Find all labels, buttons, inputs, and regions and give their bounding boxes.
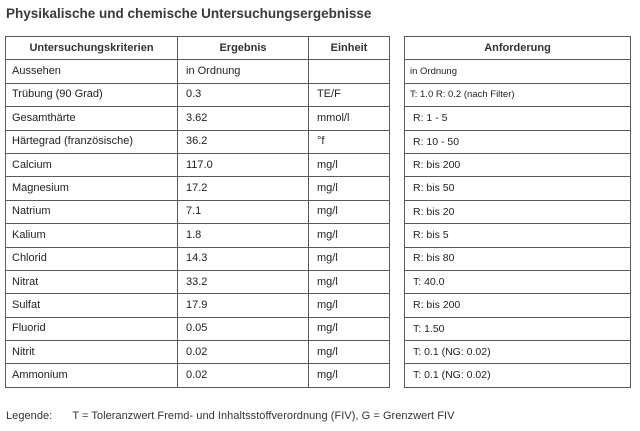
kriterium-cell: Kalium xyxy=(6,224,178,247)
ergebnis-cell: 117.0 xyxy=(178,153,309,176)
table-row xyxy=(6,224,390,247)
table-row xyxy=(6,247,390,270)
results-header-row xyxy=(6,37,390,60)
ergebnis-cell: 36.2 xyxy=(178,130,309,153)
table-row xyxy=(6,294,390,317)
table-row xyxy=(405,107,631,130)
kriterium-cell: Fluorid xyxy=(6,317,178,340)
legend xyxy=(6,410,455,422)
anforderung-cell: R: bis 200 xyxy=(405,294,631,317)
ergebnis-cell: 17.2 xyxy=(178,177,309,200)
kriterium-cell: Trübung (90 Grad) xyxy=(6,83,178,106)
table-row xyxy=(405,270,631,293)
kriterium-cell: Magnesium xyxy=(6,177,178,200)
anforderung-cell: R: 10 - 50 xyxy=(405,130,631,153)
anforderung-cell: R: bis 50 xyxy=(405,177,631,200)
einheit-cell: mg/l xyxy=(309,177,390,200)
einheit-cell: mg/l xyxy=(309,270,390,293)
table-row xyxy=(6,270,390,293)
table-row xyxy=(405,364,631,387)
einheit-cell: mg/l xyxy=(309,317,390,340)
kriterium-cell: Calcium xyxy=(6,153,178,176)
table-row xyxy=(405,60,631,83)
einheit-cell: °f xyxy=(309,130,390,153)
kriterium-cell: Nitrit xyxy=(6,341,178,364)
table-row xyxy=(6,107,390,130)
anforderung-cell: R: bis 80 xyxy=(405,247,631,270)
kriterium-cell: Ammonium xyxy=(6,364,178,387)
results-table xyxy=(5,36,390,388)
anforderung-cell: R: bis 20 xyxy=(405,200,631,223)
einheit-cell: mg/l xyxy=(309,294,390,317)
einheit-cell: mg/l xyxy=(309,364,390,387)
page-title: Physikalische und chemische Untersuchungsergebnisse xyxy=(6,6,372,21)
kriterium-cell: Nitrat xyxy=(6,270,178,293)
einheit-cell: mg/l xyxy=(309,200,390,223)
table-row xyxy=(405,130,631,153)
legend-label: Legende: xyxy=(6,410,53,422)
legend-t-entry: T = Toleranzwert Fremd- und Inhaltsstoffverordnung (FIV), xyxy=(72,410,359,422)
anforderung-cell: R: bis 200 xyxy=(405,153,631,176)
requirements-table xyxy=(404,36,631,388)
ergebnis-cell: 14.3 xyxy=(178,247,309,270)
anforderung-cell: R: bis 5 xyxy=(405,224,631,247)
table-row xyxy=(6,83,390,106)
anforderung-cell: T: 1.0 R: 0.2 (nach Filter) xyxy=(405,83,631,106)
ergebnis-cell: in Ordnung xyxy=(178,60,309,83)
ergebnis-cell: 0.02 xyxy=(178,364,309,387)
table-row xyxy=(405,153,631,176)
table-row xyxy=(405,294,631,317)
einheit-cell: mg/l xyxy=(309,247,390,270)
table-row xyxy=(6,153,390,176)
ergebnis-cell: 0.3 xyxy=(178,83,309,106)
kriterium-cell: Chlorid xyxy=(6,247,178,270)
einheit-cell: mg/l xyxy=(309,153,390,176)
einheit-cell xyxy=(309,60,390,83)
kriterium-cell: Natrium xyxy=(6,200,178,223)
ergebnis-cell: 17.9 xyxy=(178,294,309,317)
table-row xyxy=(405,317,631,340)
ergebnis-cell: 33.2 xyxy=(178,270,309,293)
kriterium-cell: Aussehen xyxy=(6,60,178,83)
anforderung-cell: T: 0.1 (NG: 0.02) xyxy=(405,364,631,387)
ergebnis-cell: 0.02 xyxy=(178,341,309,364)
table-row xyxy=(405,177,631,200)
table-row xyxy=(6,200,390,223)
table-row xyxy=(405,247,631,270)
requirements-header-row xyxy=(405,37,631,60)
table-row xyxy=(6,341,390,364)
table-row xyxy=(405,83,631,106)
einheit-cell: TE/F xyxy=(309,83,390,106)
kriterium-cell: Härtegrad (französische) xyxy=(6,130,178,153)
einheit-cell: mg/l xyxy=(309,341,390,364)
ergebnis-cell: 0.05 xyxy=(178,317,309,340)
table-row xyxy=(6,364,390,387)
anforderung-cell: T: 40.0 xyxy=(405,270,631,293)
legend-g-entry: G = Grenzwert FIV xyxy=(361,410,455,422)
anforderung-cell: T: 0.1 (NG: 0.02) xyxy=(405,341,631,364)
header-einheit: Einheit xyxy=(309,37,390,60)
header-ergebnis: Ergebnis xyxy=(178,37,309,60)
table-row xyxy=(6,130,390,153)
table-row xyxy=(6,177,390,200)
table-row xyxy=(405,224,631,247)
header-untersuchungskriterien: Untersuchungskriterien xyxy=(6,37,178,60)
anforderung-cell: R: 1 - 5 xyxy=(405,107,631,130)
table-row xyxy=(6,317,390,340)
anforderung-cell: T: 1.50 xyxy=(405,317,631,340)
table-row xyxy=(405,341,631,364)
table-row xyxy=(405,200,631,223)
ergebnis-cell: 1.8 xyxy=(178,224,309,247)
kriterium-cell: Sulfat xyxy=(6,294,178,317)
ergebnis-cell: 7.1 xyxy=(178,200,309,223)
anforderung-cell: in Ordnung xyxy=(405,60,631,83)
einheit-cell: mmol/l xyxy=(309,107,390,130)
header-anforderung: Anforderung xyxy=(405,37,631,60)
ergebnis-cell: 3.62 xyxy=(178,107,309,130)
table-row xyxy=(6,60,390,83)
einheit-cell: mg/l xyxy=(309,224,390,247)
kriterium-cell: Gesamthärte xyxy=(6,107,178,130)
